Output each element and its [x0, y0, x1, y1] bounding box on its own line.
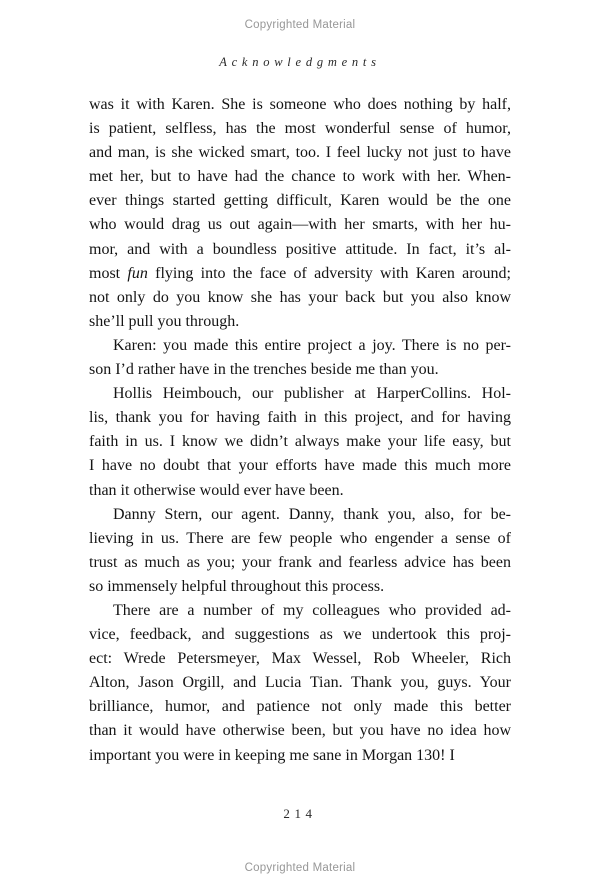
text-line: is patient, selfless, has the most wonderful sense of humor, — [89, 120, 511, 138]
text-line: she’ll pull you through. — [89, 312, 240, 330]
copyright-notice-top: Copyrighted Material — [244, 19, 356, 31]
text-line: so immensely helpful throughout this process. — [89, 577, 385, 595]
text-line: Karen: you made this entire project a joy. There is no per- — [113, 336, 511, 354]
text-line: trust as much as you; your frank and fearless advice has been — [89, 553, 511, 571]
text-line: Hollis Heimbouch, our publisher at HarperCollins. Hol- — [113, 385, 511, 403]
paragraph — [89, 93, 511, 334]
text-line: and man, is she wicked smart, too. I feel lucky not just to have — [89, 144, 511, 162]
paragraph — [89, 382, 511, 502]
text-line: ever things started getting difficult, Karen would be the one — [89, 192, 511, 210]
text-line: lieving in us. There are few people who engender a sense of — [89, 529, 511, 547]
text-line: son I’d rather have in the trenches beside me than you. — [89, 361, 439, 379]
page-number: 214 — [283, 806, 317, 821]
text-line: not only do you know she has your back but you also know — [89, 288, 511, 306]
text-line: mor, and with a boundless positive attitude. In fact, it’s al- — [89, 240, 511, 258]
text-line: There are a number of my colleagues who provided ad- — [113, 601, 511, 619]
paragraph — [89, 334, 511, 382]
body-text — [89, 93, 511, 768]
text-line: Alton, Jason Orgill, and Lucia Tian. Thank you, guys. Your — [89, 674, 511, 692]
text-line: than it would have otherwise been, but you have no idea how — [89, 722, 511, 740]
paragraph — [89, 599, 511, 768]
copyright-notice-bottom: Copyrighted Material — [244, 862, 356, 874]
text-line: ect: Wrede Petersmeyer, Max Wessel, Rob Wheeler, Rich — [89, 650, 511, 668]
text-line: vice, feedback, and suggestions as we undertook this proj- — [89, 626, 511, 644]
text-line: important you were in keeping me sane in Morgan 130! I — [89, 746, 455, 764]
text-line: brilliance, humor, and patience not only made this better — [89, 698, 511, 716]
text-line: met her, but to have had the chance to work with her. When- — [89, 168, 511, 186]
text-line: was it with Karen. She is someone who does nothing by half, — [89, 96, 511, 113]
text-line: lis, thank you for having faith in this project, and for having — [89, 409, 511, 427]
text-line: than it otherwise would ever have been. — [89, 481, 344, 499]
text-line: I have no doubt that your efforts have made this much more — [89, 457, 511, 475]
text-line: most fun flying into the face of adversity with Karen around; — [89, 264, 512, 282]
text-line: Danny Stern, our agent. Danny, thank you, also, for be- — [113, 505, 511, 523]
paragraph — [89, 503, 511, 599]
text-line: who would drag us out again—with her smarts, with her hu- — [89, 216, 511, 234]
chapter-header: Acknowledgments — [219, 55, 381, 69]
text-line: faith in us. I know we didn’t always make your life easy, but — [89, 433, 511, 451]
